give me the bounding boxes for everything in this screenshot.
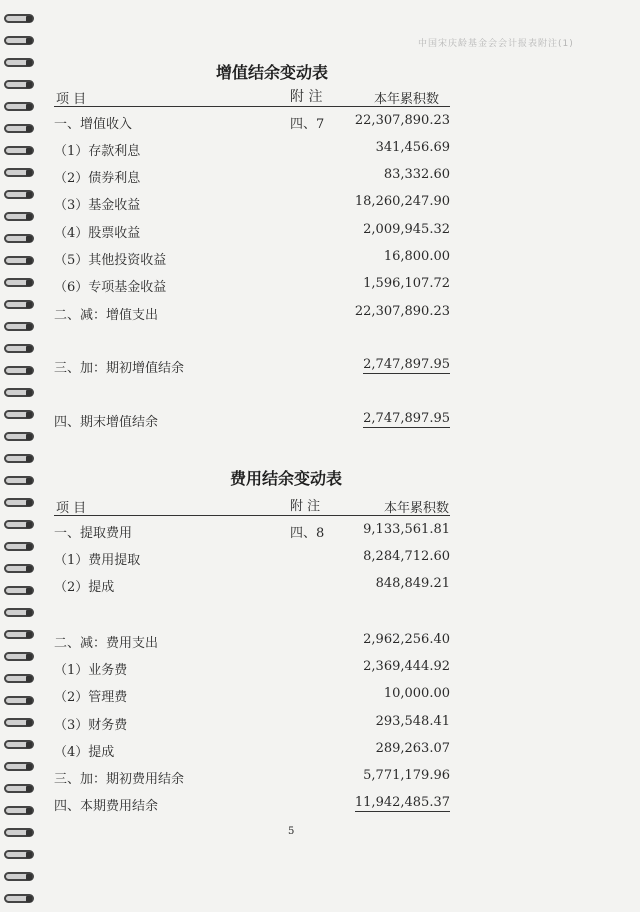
binding-hole	[26, 126, 32, 132]
amount-value: 18,260,247.90	[354, 194, 450, 209]
amount-value: 848,849.21	[375, 576, 450, 591]
amount-value: 22,307,890.23	[354, 304, 450, 319]
row-amount	[355, 304, 450, 319]
row-amount	[363, 549, 450, 564]
row-label: （5）其他投资收益	[54, 253, 167, 268]
binding-hole	[26, 676, 32, 682]
binding-hole	[26, 632, 32, 638]
table1-title: 增值结余变动表	[216, 63, 329, 82]
row-amount	[376, 140, 450, 155]
binding-hole	[26, 522, 32, 528]
binding-hole	[26, 104, 32, 110]
binding-hole	[26, 456, 32, 462]
row-label: 三、加：期初费用结余	[54, 772, 185, 787]
table2-col-item: 项 目	[56, 501, 87, 516]
running-header: 中国宋庆龄基金会会计报表附注(1)	[418, 39, 574, 49]
binding-hole	[26, 60, 32, 66]
amount-value: 293,548.41	[375, 714, 450, 729]
row-amount	[363, 632, 450, 647]
binding-hole	[26, 478, 32, 484]
amount-value: 2,009,945.32	[363, 222, 450, 237]
row-amount	[363, 357, 450, 372]
binding-hole	[26, 280, 32, 286]
binding-hole	[26, 786, 32, 792]
row-label: （1）业务费	[54, 663, 128, 678]
binding-hole	[26, 830, 32, 836]
row-label: （2）债券利息	[54, 171, 141, 186]
binding-hole	[26, 214, 32, 220]
binding-hole	[26, 654, 32, 660]
binding-hole	[26, 544, 32, 550]
amount-value: 83,332.60	[383, 167, 450, 182]
row-label: （1）费用提取	[54, 553, 141, 568]
binding-hole	[26, 368, 32, 374]
row-amount	[376, 714, 450, 729]
row-amount	[384, 686, 450, 701]
row-label: 二、减：费用支出	[54, 636, 159, 651]
row-amount	[355, 795, 450, 810]
binding-hole	[26, 324, 32, 330]
binding-hole	[26, 588, 32, 594]
amount-value: 2,747,897.95	[363, 411, 450, 426]
row-label: 一、提取费用	[54, 526, 133, 541]
row-label: （3）基金收益	[54, 198, 141, 213]
binding-hole	[26, 566, 32, 572]
row-label: 二、减：增值支出	[54, 308, 159, 323]
table1-col-note: 附 注	[290, 89, 323, 105]
row-label: 三、加：期初增值结余	[54, 361, 185, 376]
row-label: 四、本期费用结余	[54, 799, 159, 814]
row-label: （6）专项基金收益	[54, 280, 167, 295]
amount-value: 341,456.69	[375, 140, 450, 155]
amount-value: 5,771,179.96	[363, 768, 450, 783]
binding-hole	[26, 82, 32, 88]
binding-hole	[26, 874, 32, 880]
binding-hole	[26, 698, 32, 704]
table2-col-amount: 本年累积数	[384, 501, 450, 516]
binding-hole	[26, 610, 32, 616]
row-label: （1）存款利息	[54, 144, 141, 159]
row-label: （3）财务费	[54, 718, 128, 733]
amount-value: 1,596,107.72	[363, 276, 450, 291]
table2-title: 费用结余变动表	[230, 469, 343, 488]
amount-value: 289,263.07	[375, 741, 450, 756]
row-label: （2）管理费	[54, 690, 128, 705]
binding-hole	[26, 148, 32, 154]
row-label: 四、期末增值结余	[54, 415, 159, 430]
table2-col-note: 附 注	[290, 499, 321, 514]
binding-hole	[26, 896, 32, 902]
binding-hole	[26, 236, 32, 242]
row-amount	[384, 167, 450, 182]
page-number: 5	[288, 826, 295, 837]
binding-hole	[26, 412, 32, 418]
binding-hole	[26, 192, 32, 198]
amount-value: 9,133,561.81	[363, 522, 450, 537]
row-amount	[355, 194, 450, 209]
binding-hole	[26, 500, 32, 506]
binding-hole	[26, 434, 32, 440]
table1-header-rule	[54, 106, 450, 107]
binding-hole	[26, 808, 32, 814]
row-label: （4）股票收益	[54, 226, 141, 241]
row-amount	[376, 576, 450, 591]
row-amount	[363, 768, 450, 783]
binding-hole	[26, 742, 32, 748]
table1-col-amount: 本年累积数	[374, 92, 440, 107]
table1-col-item: 项 目	[56, 92, 87, 107]
row-note: 四、8	[290, 526, 325, 541]
row-amount	[363, 222, 450, 237]
amount-value: 2,747,897.95	[363, 357, 450, 372]
table2-header-rule	[54, 515, 450, 516]
row-amount	[363, 659, 450, 674]
amount-value: 11,942,485.37	[354, 795, 450, 810]
row-label: （2）提成	[54, 580, 115, 595]
binding-hole	[26, 258, 32, 264]
row-amount	[355, 113, 450, 128]
amount-value: 10,000.00	[383, 686, 450, 701]
row-label: （4）提成	[54, 745, 115, 760]
binding-hole	[26, 764, 32, 770]
row-label: 一、增值收入	[54, 117, 133, 132]
row-amount	[363, 276, 450, 291]
binding-hole	[26, 346, 32, 352]
row-amount	[363, 522, 450, 537]
binding-hole	[26, 720, 32, 726]
amount-value: 22,307,890.23	[354, 113, 450, 128]
row-amount	[376, 741, 450, 756]
binding-hole	[26, 390, 32, 396]
spiral-binding	[0, 0, 40, 912]
binding-hole	[26, 16, 32, 22]
row-amount	[363, 411, 450, 426]
amount-value: 8,284,712.60	[363, 549, 450, 564]
binding-hole	[26, 38, 32, 44]
row-note: 四、7	[290, 117, 325, 132]
binding-hole	[26, 302, 32, 308]
amount-value: 2,369,444.92	[363, 659, 450, 674]
amount-value: 2,962,256.40	[363, 632, 450, 647]
binding-hole	[26, 852, 32, 858]
row-amount	[384, 249, 450, 264]
binding-hole	[26, 170, 32, 176]
amount-value: 16,800.00	[383, 249, 450, 264]
